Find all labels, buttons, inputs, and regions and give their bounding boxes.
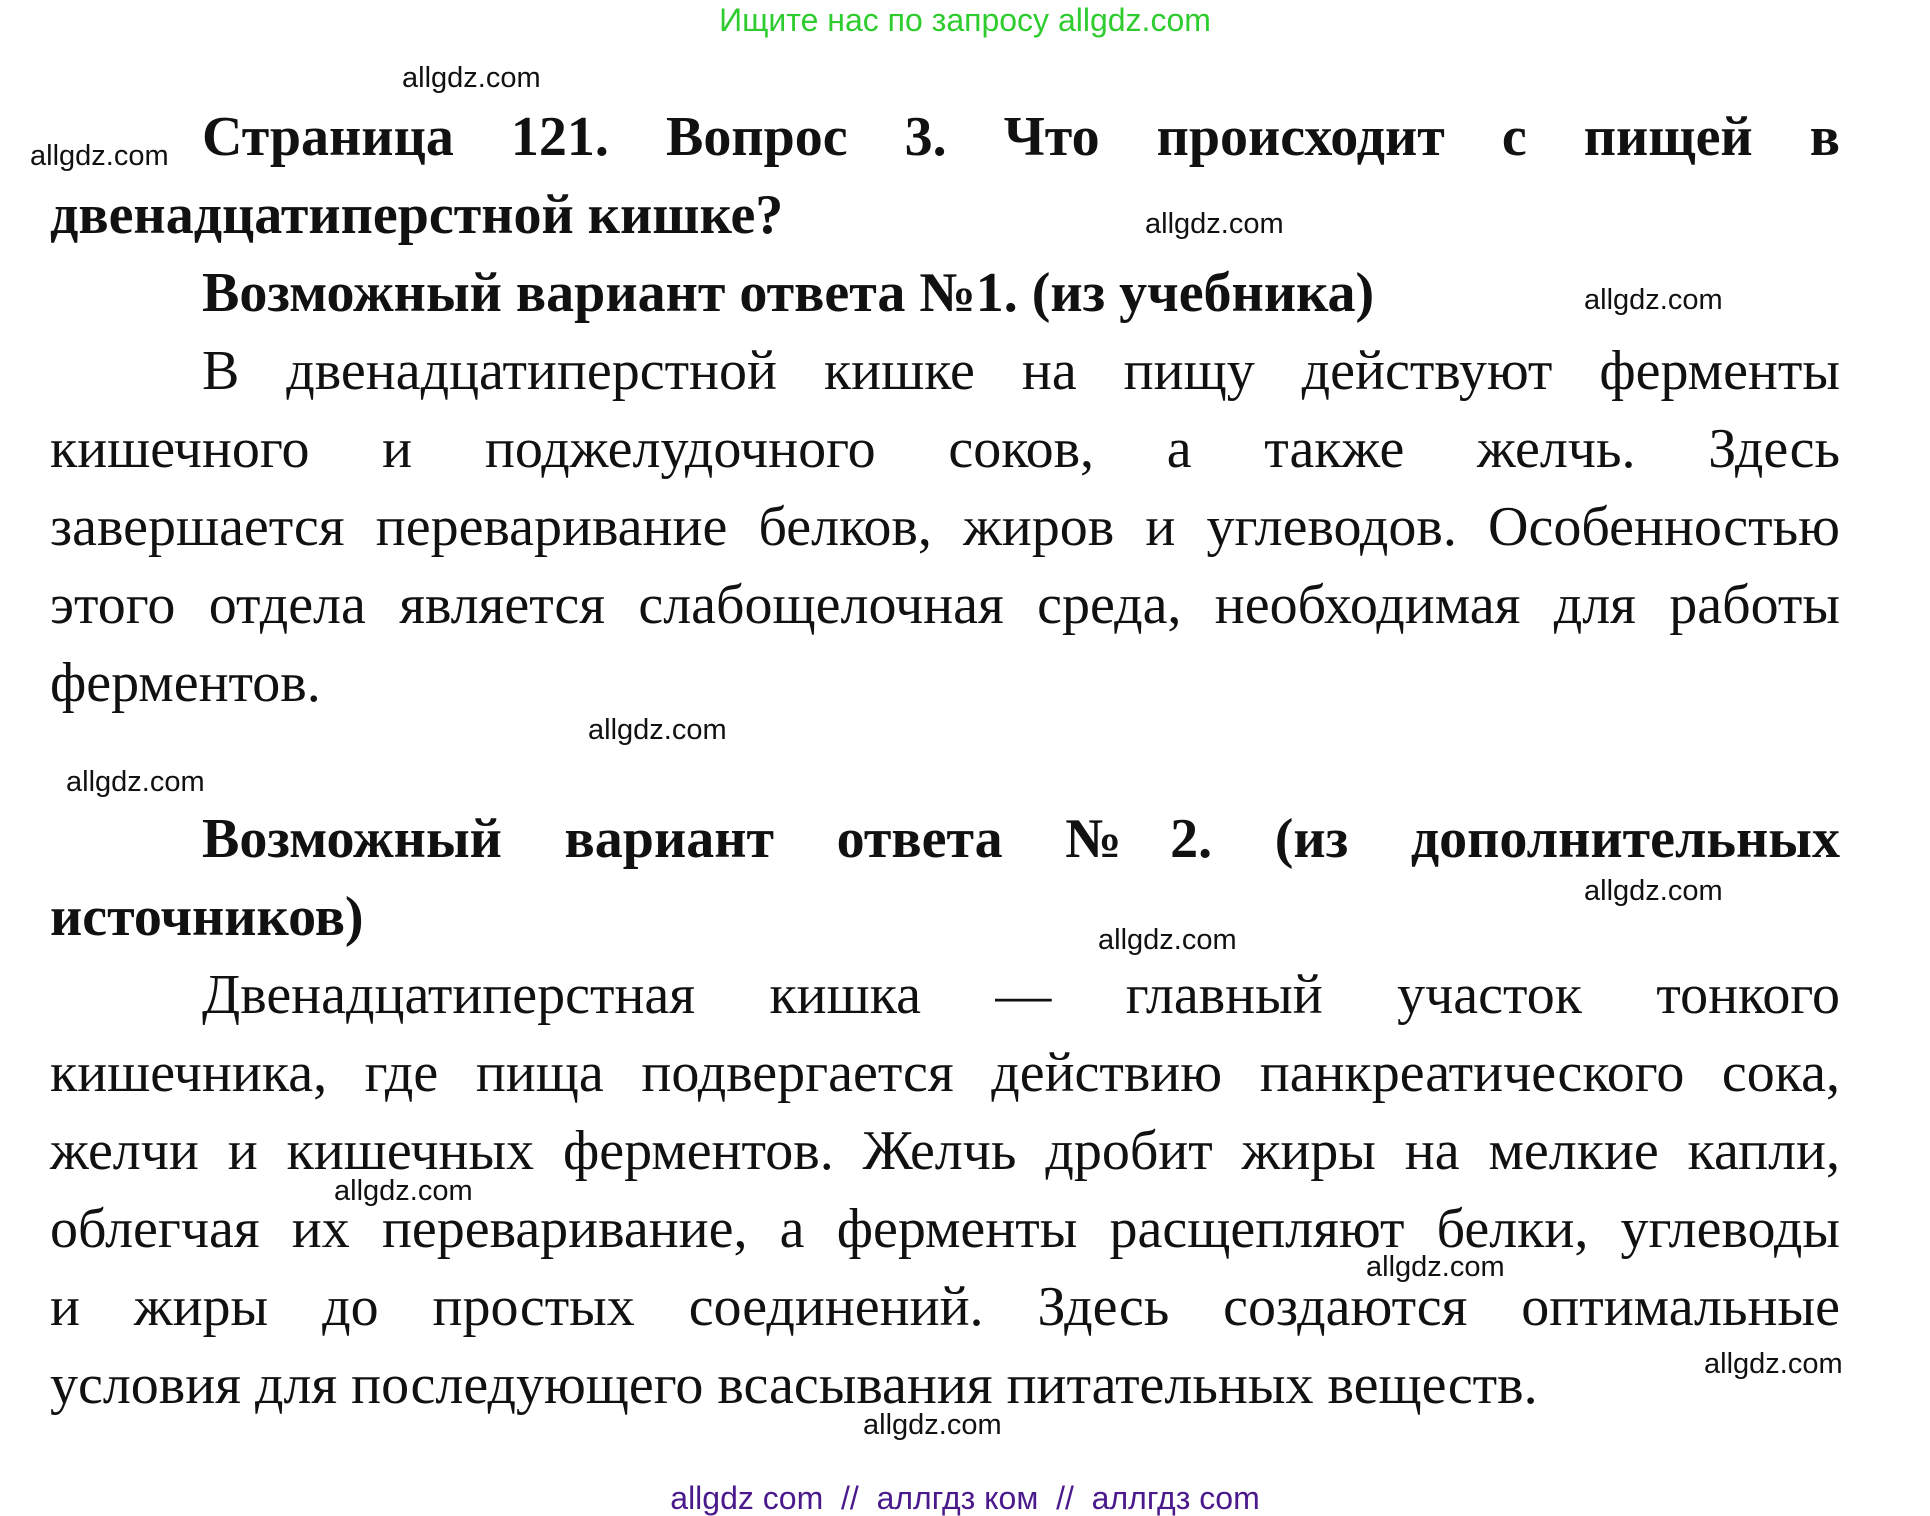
watermark: allgdz.com — [1704, 1348, 1843, 1380]
watermark: allgdz.com — [30, 140, 169, 172]
answer2-title: Возможный вариант ответа №2. (из дополнительных — [202, 808, 1840, 870]
answer2 — [50, 800, 1840, 1424]
watermark: allgdz.com — [1584, 875, 1723, 907]
watermark: allgdz.com — [66, 766, 205, 798]
answer1-line: кишечного и поджелудочного соков, а также желчь. Здесь — [50, 418, 1840, 480]
watermark: allgdz.com — [334, 1175, 473, 1207]
answer1-line: ферментов. — [50, 652, 321, 714]
answer2-line: условия для последующего всасывания питательных веществ. — [50, 1354, 1538, 1416]
question-line: двенадцатиперстной кишке? — [50, 184, 784, 246]
answer2-line: облегчая их переваривание, а ферменты расщепляют белки, углеводы — [50, 1198, 1840, 1260]
watermark: allgdz.com — [1145, 208, 1284, 240]
answer1-line: завершается переваривание белков, жиров и углеводов. Особенностью — [50, 496, 1840, 558]
answer2-title: источников) — [50, 886, 364, 948]
question — [50, 98, 1840, 722]
watermark: allgdz.com — [1366, 1251, 1505, 1283]
watermark: allgdz.com — [863, 1409, 1002, 1441]
answer2-line: желчи и кишечных ферментов. Желчь дробит жиры на мелкие капли, — [50, 1120, 1840, 1182]
footer-banner: allgdz com // аллгдз ком // аллгдз com — [670, 1480, 1260, 1516]
answer1-title: Возможный вариант ответа №1. (из учебника) — [202, 262, 1375, 324]
watermark: allgdz.com — [1098, 924, 1237, 956]
answer1-line: этого отдела является слабощелочная среда, необходимая для работы — [50, 574, 1840, 636]
watermark: allgdz.com — [588, 714, 727, 746]
answer1-line: В двенадцатиперстной кишке на пищу действуют ферменты — [202, 340, 1840, 402]
answer2-line: и жиры до простых соединений. Здесь создаются оптимальные — [50, 1276, 1840, 1338]
watermark: allgdz.com — [1584, 284, 1723, 316]
header-banner: Ищите нас по запросу allgdz.com — [719, 2, 1211, 38]
answer2-line: Двенадцатиперстная кишка — главный участок тонкого — [202, 964, 1840, 1026]
watermark: allgdz.com — [402, 62, 541, 94]
question-line: Страница 121. Вопрос 3. Что происходит с пищей в — [202, 106, 1840, 168]
answer2-line: кишечника, где пища подвергается действию панкреатического сока, — [50, 1042, 1840, 1104]
